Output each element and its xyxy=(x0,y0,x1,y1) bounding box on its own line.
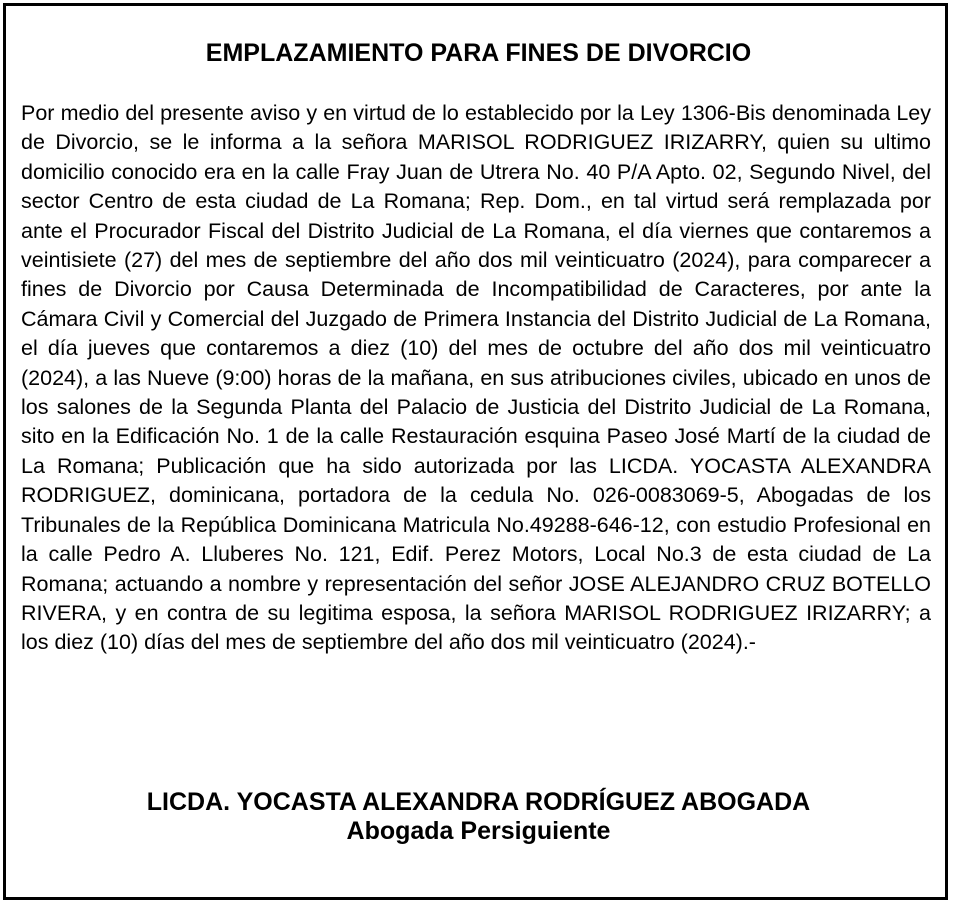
legal-notice-frame xyxy=(3,3,948,900)
signature-name: LICDA. YOCASTA ALEXANDRA RODRÍGUEZ ABOGADA xyxy=(146,788,811,816)
signature-role: Abogada Persiguiente xyxy=(346,817,611,845)
notice-body: Por medio del presente aviso y en virtud de lo establecido por la Ley 1306-Bis denominada Ley de Divorcio, se le informa a la señora MARISOL RODRIGUEZ IRIZARRY, quien su ultimo domicilio conocido era en la calle Fray Juan de Utrera No. 40 P/A Apto. 02, Segundo Nivel, del sector Centro de esta ciudad de La Romana; Rep. Dom., en tal virtud será remplazada por ante el Procurador Fiscal del Distrito Judicial de La Romana, el día viernes que contaremos a veintisiete (27) del mes de septiembre del año dos mil veinticuatro (2024), para comparecer a fines de Divorcio por Causa Determinada de Incompatibilidad de Caracteres, por ante la Cámara Civil y Comercial del Juzgado de Primera Instancia del Distrito Judicial de La Romana, el día jueves que contaremos a diez (10) del mes de octubre del año dos mil veinticuatro (2024), a las Nueve (9:00) horas de la mañana, en sus atribuciones civiles, ubicado en unos de los salones de la Segunda Planta del Palacio de Justicia del Distrito Judicial de La Romana, sito en la Edificación No. 1 de la calle Restauración esquina Paseo José Martí de la ciudad de La Romana; Publicación que ha sido autorizada por las LICDA. YOCASTA ALEXANDRA RODRIGUEZ, dominicana, portadora de la cedula No. 026-0083069-5, Abogadas de los Tribunales de la República Dominicana Matricula No.49288-646-12, con estudio Profesional en la calle Pedro A. Lluberes No. 121, Edif. Perez Motors, Local No.3 de esta ciudad de La Romana; actuando a nombre y representación del señor JOSE ALEJANDRO CRUZ BOTELLO RIVERA, y en contra de su legitima esposa, la señora MARISOL RODRIGUEZ IRIZARRY; a los diez (10) días del mes de septiembre del año dos mil veinticuatro (2024).- xyxy=(21,101,931,655)
notice-title: EMPLAZAMIENTO PARA FINES DE DIVORCIO xyxy=(205,39,752,67)
